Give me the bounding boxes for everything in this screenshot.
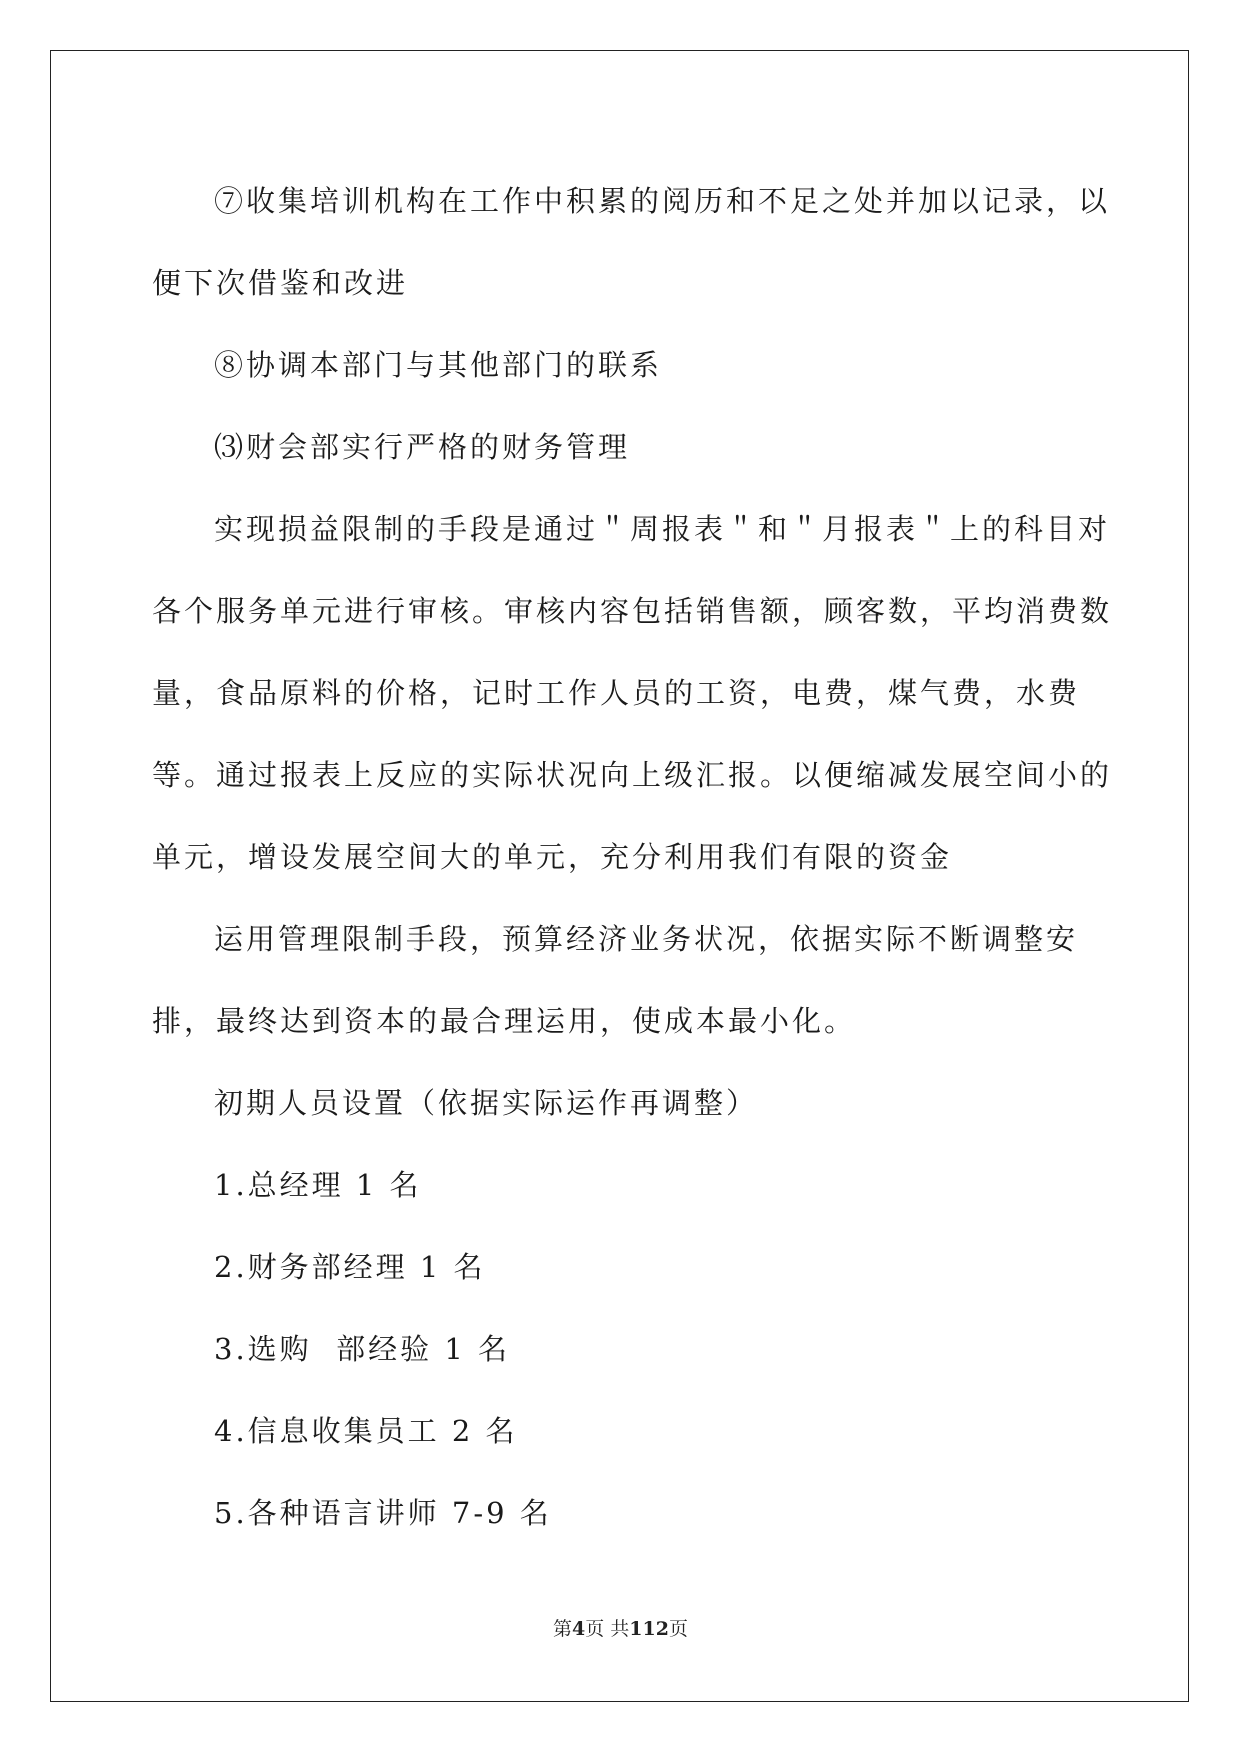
paragraph: 实现损益限制的手段是通过＂周报表＂和＂月报表＂上的科目对各个服务单元进行审核。审核内容包括销售额，顾客数，平均消费数量，食品原料的价格，记时工作人员的工资，电费，煤气费，水费等。通过报表上反应的实际状况向上级汇报。以便缩减发展空间小的单元，增设发展空间大的单元，充分利用我们有限的资金	[152, 512, 1113, 874]
footer-mid: 页 共	[585, 1618, 630, 1640]
total-pages: 112	[629, 1618, 669, 1640]
paragraph: ⑦收集培训机构在工作中积累的阅历和不足之处并加以记录，以便下次借鉴和改进	[152, 184, 1111, 300]
list-item: 2.财务部经理 1 名	[214, 1250, 486, 1284]
page-number: 4	[572, 1618, 586, 1640]
document-body	[152, 160, 1112, 1554]
paragraph: 运用管理限制手段，预算经济业务状况，依据实际不断调整安排，最终达到资本的最合理运用，使成本最小化。	[152, 922, 1079, 1038]
list-item: 3.选购 部经验 1 名	[214, 1332, 510, 1366]
footer-prefix: 第	[553, 1618, 573, 1640]
paragraph: ⑧协调本部门与其他部门的联系	[214, 348, 663, 382]
paragraph: 初期人员设置（依据实际运作再调整）	[214, 1086, 759, 1120]
footer-suffix: 页	[668, 1618, 688, 1640]
page-footer	[0, 1614, 1241, 1641]
list-item: 4.信息收集员工 2 名	[214, 1414, 518, 1448]
paragraph: ⑶财会部实行严格的财务管理	[214, 430, 631, 464]
list-item: 1.总经理 1 名	[214, 1168, 422, 1202]
list-item: 5.各种语言讲师 7-9 名	[214, 1496, 552, 1530]
